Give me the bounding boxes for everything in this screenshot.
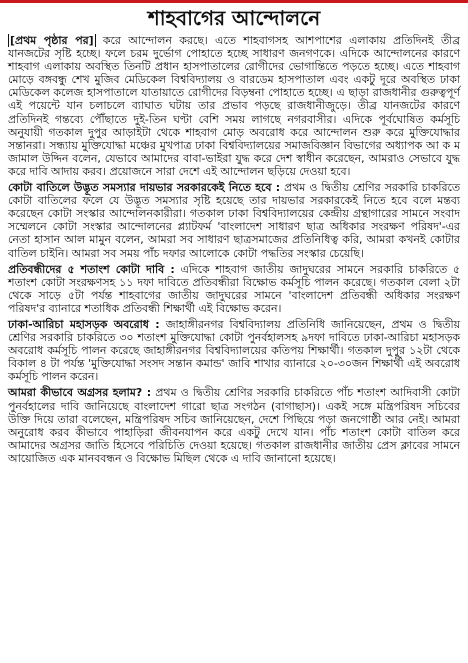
paragraph-quota-responsibility — [8, 181, 460, 260]
article-title: শাহবাগের আন্দোলনে — [147, 6, 321, 30]
paragraph-disability-quota — [8, 263, 460, 315]
paragraph-text: করে আন্দোলন করছে। এতে শাহবাগসহ আশপাশের এলাকায় প্রতিদিনই তীব্র যানজটের সৃষ্টি হচ্ছে। ফলে চরম দুর্ভোগ পোহাতে হচ্ছে সাধারণ জনগণকে। এদিকে আন্দোলনের কারণে শাহবাগ এলাকায় অবস্থিত তিনটি প্রধান হাসপাতালের রোগীদের ভোগান্তিতে পড়তে হচ্ছে। এতে শাহবাগ মোড়ে বঙ্গবন্ধু শেখ মুজিব মেডিকেল বিশ্ববিদ্যালয় ও বারডেম হাসপাতাল এবং একটু দূরে অবস্থিত ঢাকা মেডিকেল কলেজ হাসপাতালে যাতায়াতে রোগীদের বিড়ম্বনা পোহাতে হচ্ছে। এ ছাড়া রাজধানীর গুরুত্বপূর্ণ এই পয়েন্টে যান চলাচলে ব্যাঘাত ঘটায় তার প্রভাব পড়ছে রাজধানীজুড়ে। তীব্র যানজটের কারণে প্রতিদিনই গন্তব্যে পৌঁছাতে দুই-তিন ঘণ্টা বেশি সময় লাগছে নগরবাসীর। এদিকে পূর্বঘোষিত কর্মসূচি অনুযায়ী গতকাল দুপুর আড়াইটা থেকে শাহবাগ মোড় অবরোধ করে আন্দোলন শুরু করে মুক্তিযোদ্ধার সন্তানরা। সন্ধ্যায় মুক্তিযোদ্ধা মঞ্চের মুখপাত্র ঢাকা বিশ্ববিদ্যালয়ের সমাজবিজ্ঞান বিভাগের অধ্যাপক আ ক ম জামাল উদ্দিন বলেন, যেভাবে আমাদের বাবা-ভাইরা যুদ্ধ করে দেশ স্বাধীন করেছেন, আমরাও সেভাবে যুদ্ধ করে দাবি আদায় করব। প্রয়োজনে সারা দেশে এই আন্দোলন ছড়িয়ে দেওয়া হবে। — [8, 34, 460, 178]
paragraph-text: এদিকে শাহবাগ জাতীয় জাদুঘরের সামনে সরকারি চাকরিতে ৫ শতাংশ কোটা সংরক্ষণসহ ১১ দফা দাবিতে প্রতিবন্ধীরা বিক্ষোভ কর্মসূচি পালন করেছে। গতকাল বেলা ২টা থেকে সাড়ে ৫টা পর্যন্ত শাহবাগের জাতীয় জাদুঘরের সামনে 'বাংলাদেশ প্রতিবন্ধী অধিকার সংরক্ষণ পরিষদ'র ব্যানারে শতাধিক প্রতিবন্ধী শিক্ষার্থী এই বিক্ষোভ করেন। — [8, 262, 460, 315]
paragraph-text: প্রথম ও দ্বিতীয় শ্রেণির সরকারি চাকরিতে কোটা বাতিলের ফলে যে উদ্ভূত সমস্যার সৃষ্টি হয়েছে তার দায়ভার সরকারকেই নিতে হবে বলে মন্তব্য করেছেন কোটা সংস্কার আন্দোলনকারীরা। গতকাল ঢাকা বিশ্ববিদ্যালয়ের কেন্দ্রীয় গ্রন্থাগারের সামনে সংবাদ সম্মেলনে কোটা সংস্কার আন্দোলনের প্ল্যাটফর্ম 'বাংলাদেশ সাধারণ ছাত্র অধিকার সংরক্ষণ পরিষদ'-এর নেতা হাসান আল মামুন বলেন, আমরা সব সাধারণ ছাত্রসমাজের প্রতিনিধিত্ব করি, আমরা কখনই কোটার বাতিল চাইনি। আমরা সব সময় পাঁচ দফার আলোকে কোটা পদ্ধতির সংস্কার চেয়েছি। — [8, 181, 460, 260]
paragraph-intro — [8, 34, 460, 178]
paragraph-highway-blockade — [8, 318, 460, 383]
paragraph-indigenous-quota — [8, 386, 460, 465]
paragraph-text: প্রথম ও দ্বিতীয় শ্রেণির সরকারি চাকরিতে পাঁচ শতাংশ আদিবাসী কোটা পুনর্বহালের দাবি জানিয়েছে বাংলাদেশ গারো ছাত্র সংগঠন (বাগাছাস)। একই সঙ্গে মন্ত্রিপরিষদ সচিবের উক্তি দিয়ে তারা বলেছেন, মন্ত্রিপরিষদ সচিব জানিয়েছেন, দেশে পিছিয়ে পড়া জনগোষ্ঠী আর নেই। আমরা অনুরোধ করব কীভাবে পাহাড়িরা জীবনযাপন করে একটু দেখে যান। পাঁচ শতাংশ কোটা বাতিল করে আমাদের অগ্রসর জাতি হিসেবে পরিচিতি দেওয়া হয়েছে। গতকাল রাজধানীর জাতীয় প্রেস ক্লাবের সামনে আয়োজিত এক মানববন্ধন ও বিক্ষোভ মিছিল থেকে এ দাবি জানানো হয়েছে। — [8, 386, 461, 465]
continued-from-marker: [প্রথম পৃষ্ঠার পর] — [10, 34, 94, 47]
article — [8, 5, 460, 468]
top-accent-bar — [0, 0, 468, 3]
subheading: আমরা কীভাবে অগ্রসর হলাম? : — [8, 386, 152, 400]
article-body — [8, 34, 460, 465]
subheading: প্রতিবন্ধীদের ৫ শতাংশ কোটা দাবি : — [8, 262, 175, 276]
paragraph-text: জাহাঙ্গীরনগর বিশ্ববিদ্যালয় প্রতিনিধি জানিয়েছেন, প্রথম ও দ্বিতীয় শ্রেণির সরকারি চাকরিতে ৩০ শতাংশ মুক্তিযোদ্ধা কোটা পুনর্বহালসহ ৯দফা দাবিতে ঢাকা-আরিচা মহাসড়ক অবরোধ কর্মসূচি পালন করেছে জাহাঙ্গীরনগর বিশ্ববিদ্যালয়ের কতিপয় শিক্ষার্থী। গতকাল দুপুর ১২টা থেকে বিকাল ৪ টা পর্যন্ত 'মুক্তিযোদ্ধা সংসদ সন্তান কমান্ড' জাবি শাখার ব্যানারে ২০-৩০জন শিক্ষার্থী এই অবরোধ কর্মসূচি পালন করেন। — [8, 317, 460, 384]
subheading: কোটা বাতিলে উদ্ভূত সমস্যার দায়ভার সরকারকেই নিতে হবে : — [8, 181, 281, 195]
subheading: ঢাকা-আরিচা মহাসড়ক অবরোধ : — [8, 317, 160, 331]
